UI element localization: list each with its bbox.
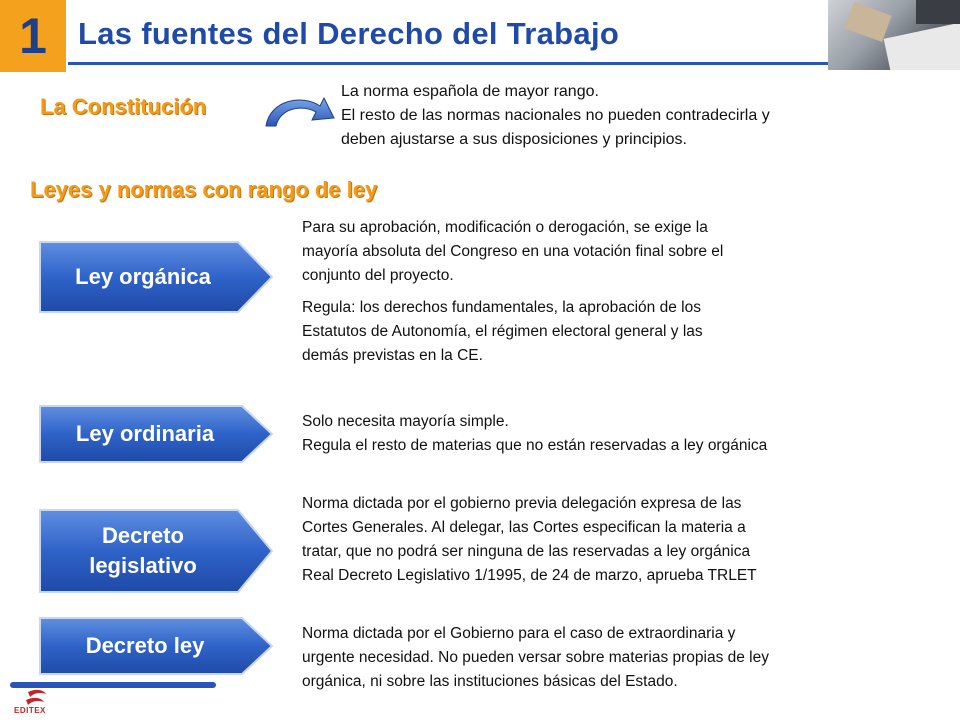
page-title: Las fuentes del Derecho del Trabajo (78, 16, 620, 51)
header-photo-illustration (828, 0, 960, 70)
ley-organica-arrow (38, 240, 274, 314)
text-line: Cortes Generales. Al delegar, las Cortes especifican la materia a (302, 519, 746, 536)
text-line: orgánica, ni sobre las instituciones básicas del Estado. (302, 673, 678, 690)
ley-ordinaria-arrow (38, 404, 274, 464)
decreto-legislativo-label-line: legislativo (89, 553, 197, 578)
chapter-number: 1 (19, 8, 47, 64)
text-line: Solo necesita mayoría simple. (302, 413, 509, 430)
text-line: urgente necesidad. No pueden versar sobre materias propias de ley (302, 649, 769, 666)
text-line: Regula el resto de materias que no están reservadas a ley orgánica (302, 437, 768, 454)
text-line: Para su aprobación, modificación o derogación, se exige la (302, 219, 708, 236)
text-line: demás previstas en la CE. (302, 347, 483, 364)
ley-ordinaria-label: Ley ordinaria (75, 421, 215, 446)
curved-arrow-icon (262, 90, 338, 130)
text-line: Norma dictada por el gobierno previa delegación expresa de las (302, 495, 742, 512)
ley-ordinaria-text (302, 410, 767, 458)
header-photo (828, 0, 960, 70)
decreto-legislativo-arrow (38, 508, 274, 594)
decreto-legislativo-label-line: Decreto (102, 523, 184, 548)
text-line: Real Decreto Legislativo 1/1995, de 24 de marzo, aprueba TRLET (302, 567, 757, 584)
decreto-legislativo-text (302, 492, 757, 588)
constitucion-line: deben ajustarse a sus disposiciones y principios. (341, 131, 687, 148)
constitucion-text (341, 80, 770, 152)
ley-organica-text-1 (302, 216, 723, 288)
constitucion-line: El resto de las normas nacionales no pueden contradecirla y (341, 107, 770, 124)
text-line: Regula: los derechos fundamentales, la aprobación de los (302, 299, 701, 316)
leyes-heading: Leyes y normas con rango de ley (30, 177, 378, 202)
decreto-ley-arrow (38, 616, 274, 676)
text-line: Estatutos de Autonomía, el régimen electoral general y las (302, 323, 703, 340)
title-divider (68, 62, 828, 65)
text-line: conjunto del proyecto. (302, 267, 454, 284)
constitucion-heading: La Constitución (40, 94, 207, 119)
text-line: mayoría absoluta del Congreso en una votación final sobre el (302, 243, 724, 260)
chapter-number-badge (0, 0, 66, 72)
ley-organica-text-2 (302, 296, 703, 368)
constitucion-line: La norma española de mayor rango. (341, 83, 599, 100)
decreto-ley-text (302, 622, 769, 694)
editex-logo-text: EDITEX (14, 706, 46, 715)
text-line: Norma dictada por el Gobierno para el caso de extraordinaria y (302, 625, 736, 642)
decreto-ley-label: Decreto ley (85, 633, 205, 658)
ley-organica-label: Ley orgánica (75, 264, 211, 289)
text-line: tratar, que no podrá ser ninguna de las reservadas a ley orgánica (302, 543, 751, 560)
